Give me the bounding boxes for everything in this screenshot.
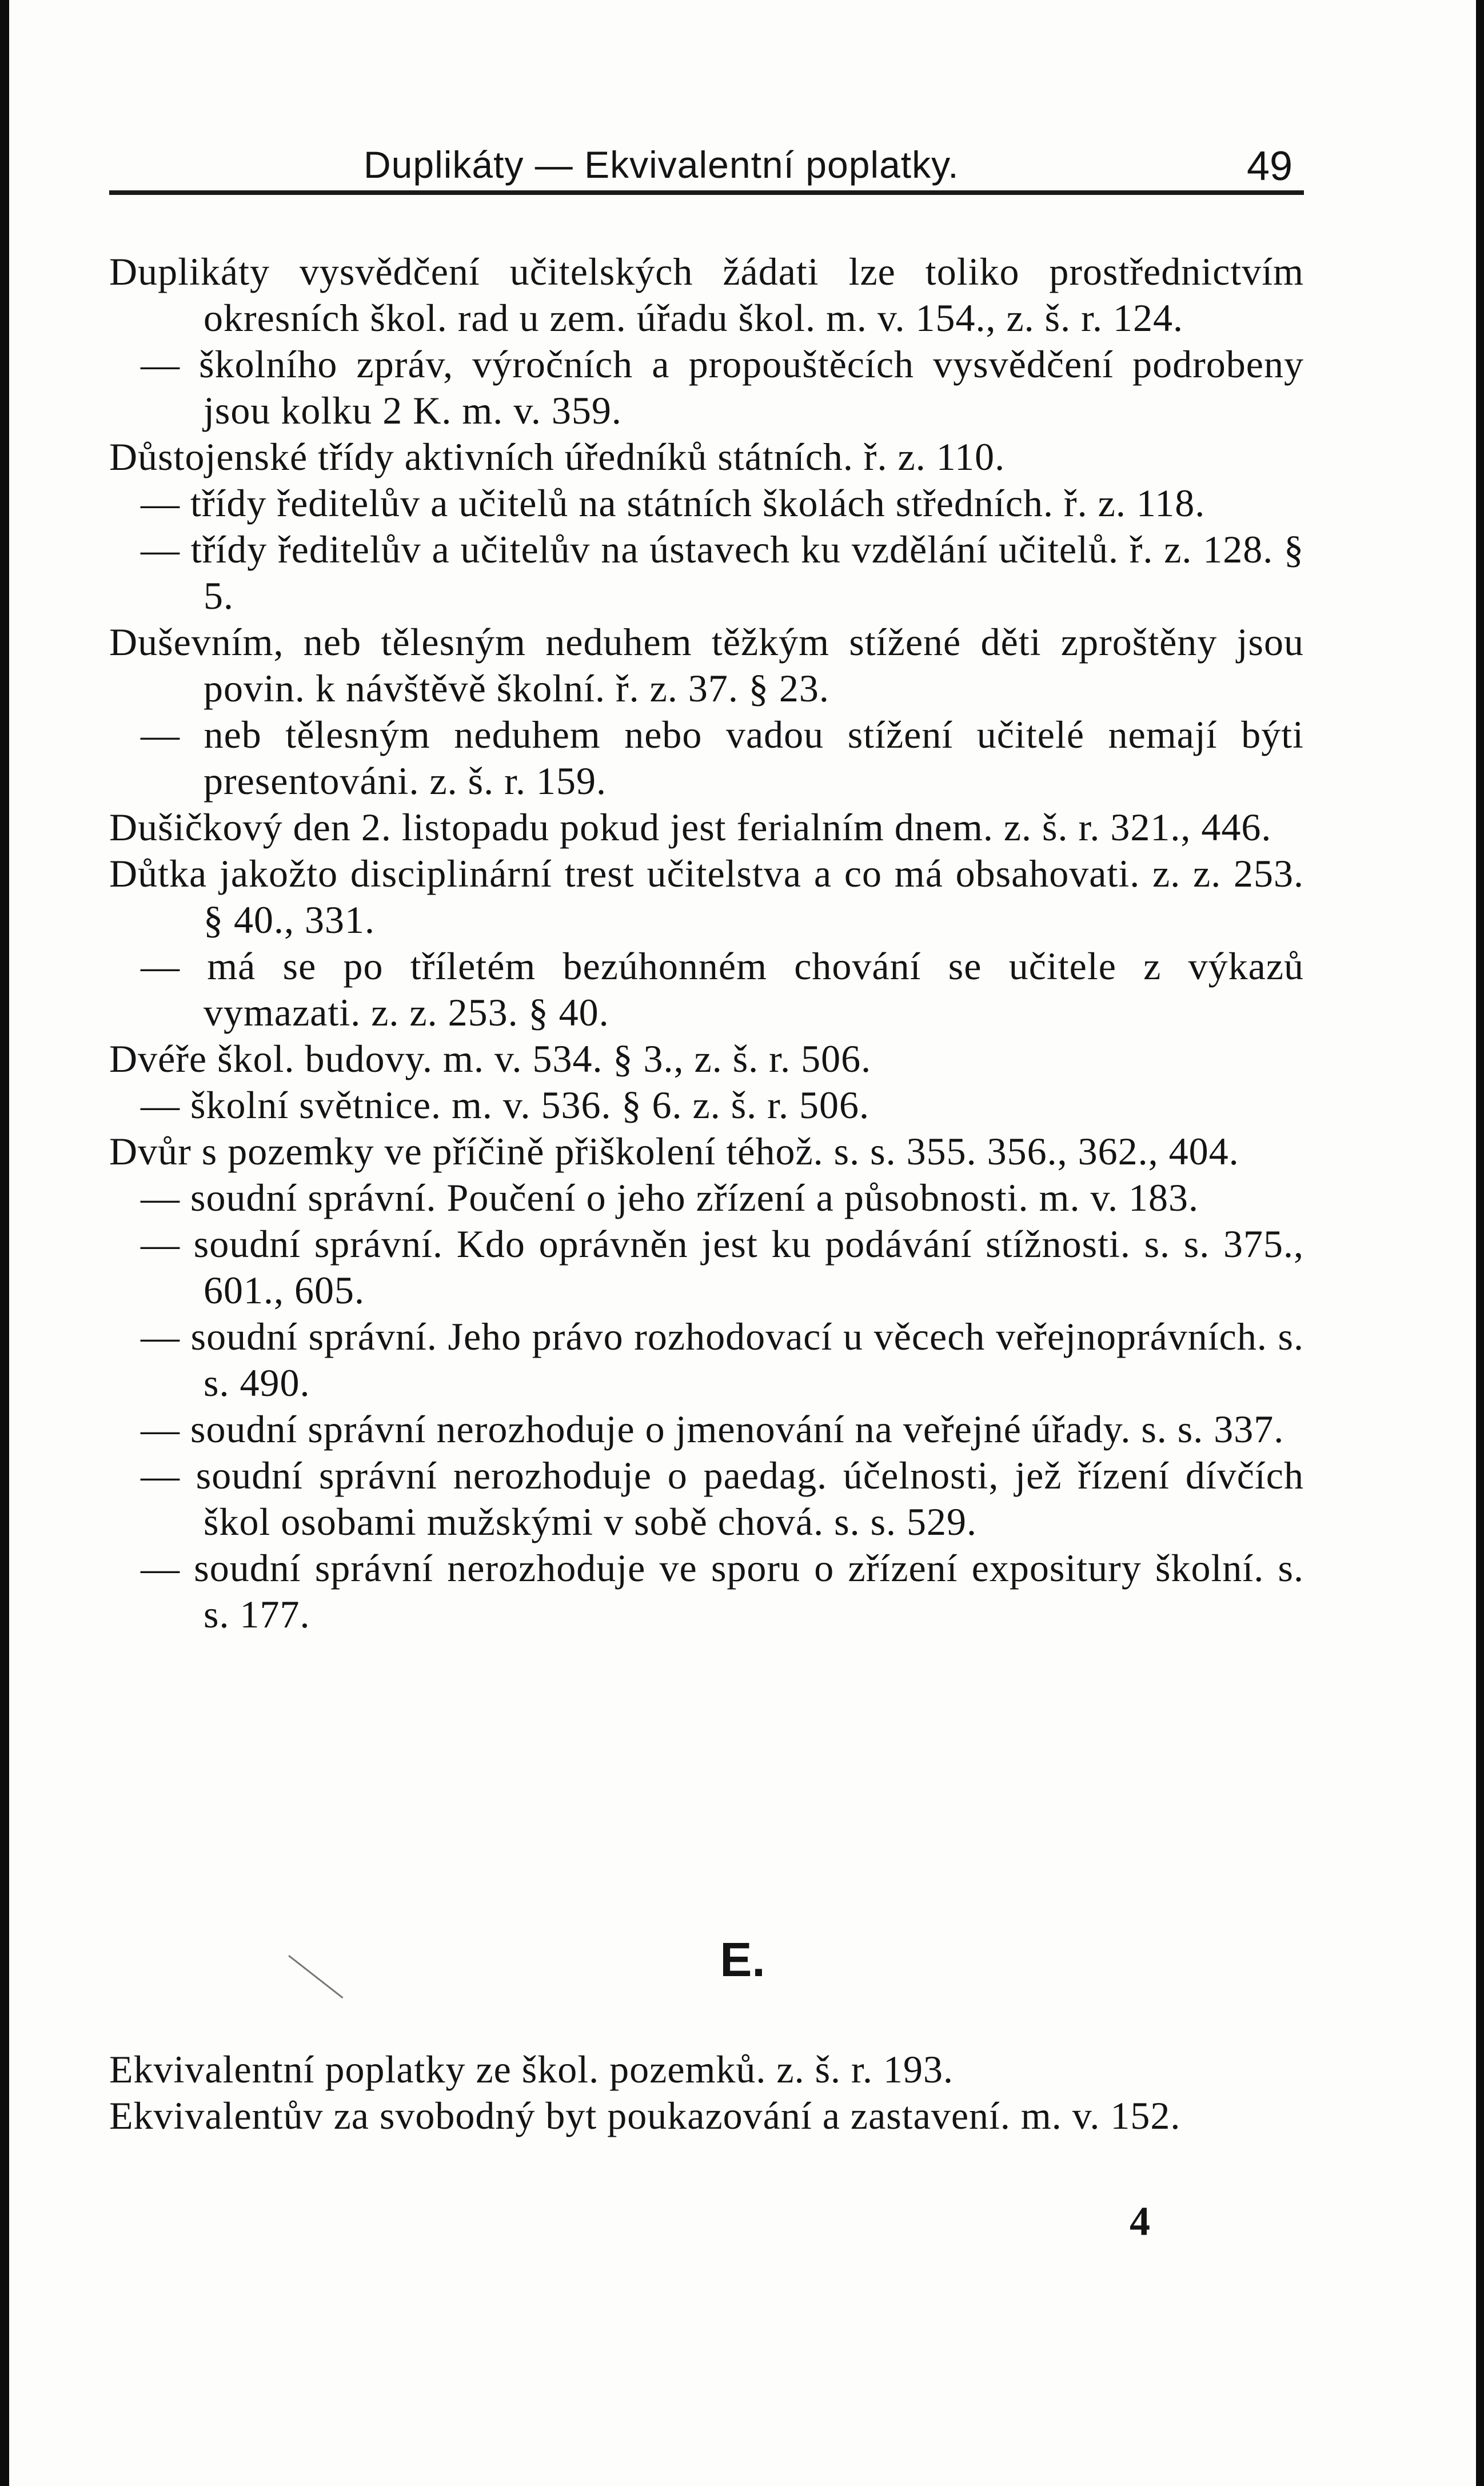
signature-mark: 4 <box>1130 2198 1150 2244</box>
index-entry: Důtka jakožto disciplinární trest učitelstva a co má obsahovati. z. z. 253. § 40., 331. <box>109 852 1304 941</box>
index-entry: Duševním, neb tělesným neduhem těžkým stížené děti zproštěny jsou povin. k návštěvě školní. ř. z. 37. § 23. <box>109 620 1304 710</box>
index-entry: — třídy ředitelův a učitelův na ústavech ku vzdělání učitelů. ř. z. 128. § 5. <box>141 528 1304 617</box>
index-entry: — neb tělesným neduhem nebo vadou stížení učitelé nemají býti presentováni. z. š. r. 159. <box>141 713 1304 803</box>
running-title: Duplikáty — Ekvivalentní poplatky. <box>364 143 959 186</box>
index-entry: Ekvivalentův za svobodný byt poukazování a zastavení. m. v. 152. <box>109 2094 1181 2137</box>
index-entry: — třídy ředitelův a učitelů na státních školách středních. ř. z. 118. <box>141 481 1206 525</box>
index-entry: — soudní správní nerozhoduje o paedag. účelnosti, jež řízení dívčích škol osobami mužskými v sobě chová. s. s. 529. <box>141 1454 1304 1543</box>
header-rule <box>109 190 1304 195</box>
index-entry: — soudní správní nerozhoduje o jmenování na veřejné úřady. s. s. 337. <box>141 1407 1284 1451</box>
index-entry: — soudní správní nerozhoduje ve sporu o zřízení expositury školní. s. s. 177. <box>141 1546 1304 1636</box>
index-entry: Dvéře škol. budovy. m. v. 534. § 3., z. š. r. 506. <box>109 1037 872 1080</box>
index-entry: — školní světnice. m. v. 536. § 6. z. š. r. 506. <box>141 1083 870 1127</box>
page-header <box>9 143 1476 189</box>
section-heading: E. <box>720 1933 765 1986</box>
page-number: 49 <box>1247 143 1293 189</box>
index-section-e <box>109 2046 1304 2139</box>
book-page <box>9 0 1476 2486</box>
index-entry: — školního zpráv, výročních a propouštěcích vysvědčení podrobeny jsou kolku 2 K. m. v. 359. <box>141 342 1304 432</box>
index-entry: — soudní správní. Jeho právo rozhodovací u věcech veřejnoprávních. s. s. 490. <box>141 1315 1304 1404</box>
index-entry: Dušičkový den 2. listopadu pokud jest ferialním dnem. z. š. r. 321., 446. <box>109 805 1272 849</box>
index-entry: Důstojenské třídy aktivních úředníků státních. ř. z. 110. <box>109 435 1006 478</box>
index-section-d <box>109 249 1304 1638</box>
index-entry: — soudní správní. Poučení o jeho zřízení a působnosti. m. v. 183. <box>141 1176 1199 1219</box>
index-entry: Dvůr s pozemky ve příčině přiškolení téhož. s. s. 355. 356., 362., 404. <box>109 1130 1239 1173</box>
index-entry: Duplikáty vysvědčení učitelských žádati lze toliko prostřednictvím okresních škol. rad u zem. úřadu škol. m. v. 154., z. š. r. 124. <box>109 250 1304 340</box>
index-entry: — má se po tříletém bezúhonném chování se učitele z výkazů vymazati. z. z. 253. § 40. <box>141 944 1304 1034</box>
index-entry: Ekvivalentní poplatky ze škol. pozemků. z. š. r. 193. <box>109 2048 954 2091</box>
index-entry: — soudní správní. Kdo oprávněn jest ku podávání stížnosti. s. s. 375., 601., 605. <box>141 1222 1304 1312</box>
